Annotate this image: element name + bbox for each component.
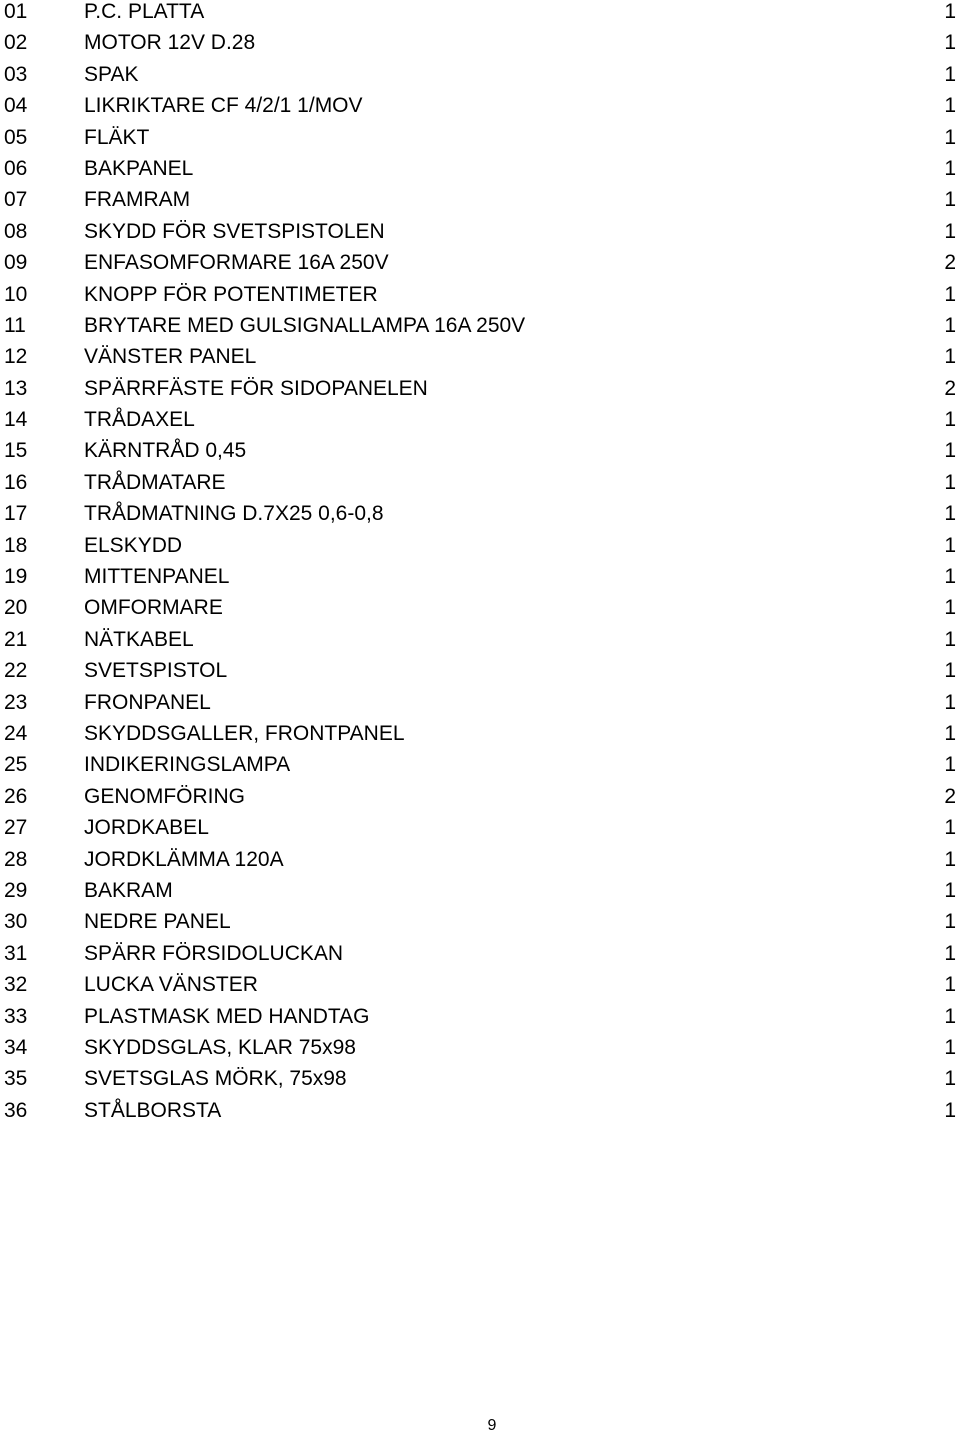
part-name: SKYDDSGALLER, FRONTPANEL	[84, 721, 405, 745]
part-number: 25	[4, 753, 28, 777]
part-number: 09	[4, 251, 28, 275]
list-item	[0, 94, 960, 125]
part-number: 26	[4, 784, 28, 808]
part-number: 21	[4, 627, 28, 651]
part-number: 22	[4, 659, 28, 683]
part-quantity: 1	[944, 439, 956, 463]
part-name: TRÅDMATARE	[84, 470, 226, 494]
list-item	[0, 439, 960, 470]
part-name: SVETSPISTOL	[84, 659, 228, 683]
part-number: 02	[4, 31, 28, 55]
list-item	[0, 534, 960, 565]
list-item	[0, 659, 960, 690]
part-quantity: 1	[944, 816, 956, 840]
part-name: VÄNSTER PANEL	[84, 345, 257, 369]
part-number: 12	[4, 345, 28, 369]
part-name: P.C. PLATTA	[84, 0, 205, 23]
part-number: 03	[4, 62, 28, 86]
list-item	[0, 1067, 960, 1098]
part-quantity: 1	[944, 721, 956, 745]
part-name: SPÄRRFÄSTE FÖR SIDOPANELEN	[84, 376, 428, 400]
list-item	[0, 471, 960, 502]
list-item	[0, 596, 960, 627]
part-quantity: 1	[944, 1004, 956, 1028]
list-item	[0, 848, 960, 879]
part-quantity: 1	[944, 690, 956, 714]
part-number: 14	[4, 408, 28, 432]
part-name: PLASTMASK MED HANDTAG	[84, 1004, 370, 1028]
part-quantity: 1	[944, 878, 956, 902]
list-item	[0, 785, 960, 816]
part-name: BAKPANEL	[84, 156, 194, 180]
part-number: 36	[4, 1098, 28, 1122]
part-quantity: 1	[944, 847, 956, 871]
list-item	[0, 1005, 960, 1036]
part-quantity: 1	[944, 1098, 956, 1122]
part-name: MOTOR 12V D.28	[84, 31, 256, 55]
list-item	[0, 942, 960, 973]
part-name: ELSKYDD	[84, 533, 183, 557]
list-item	[0, 220, 960, 251]
part-quantity: 1	[944, 31, 956, 55]
list-item	[0, 126, 960, 157]
part-quantity: 1	[944, 0, 956, 23]
part-name: JORDKABEL	[84, 816, 209, 840]
list-item	[0, 502, 960, 533]
part-name: OMFORMARE	[84, 596, 223, 620]
part-name: STÅLBORSTA	[84, 1098, 222, 1122]
part-name: KÄRNTRÅD 0,45	[84, 439, 247, 463]
part-name: SPAK	[84, 62, 139, 86]
part-name: FRONPANEL	[84, 690, 211, 714]
list-item	[0, 1099, 960, 1130]
part-number: 10	[4, 282, 28, 306]
part-quantity: 1	[944, 188, 956, 212]
part-name: JORDKLÄMMA 120A	[84, 847, 284, 871]
list-item	[0, 314, 960, 345]
list-item	[0, 816, 960, 847]
part-number: 17	[4, 502, 28, 526]
list-item	[0, 753, 960, 784]
part-number: 05	[4, 125, 28, 149]
part-name: TRÅDMATNING D.7X25 0,6-0,8	[84, 502, 384, 526]
part-quantity: 2	[944, 784, 956, 808]
part-number: 04	[4, 94, 28, 118]
part-name: LIKRIKTARE CF 4/2/1 1/MOV	[84, 94, 363, 118]
part-number: 18	[4, 533, 28, 557]
list-item	[0, 973, 960, 1004]
part-quantity: 1	[944, 62, 956, 86]
list-item	[0, 0, 960, 31]
part-number: 29	[4, 878, 28, 902]
part-name: ENFASOMFORMARE 16A 250V	[84, 251, 389, 275]
list-item	[0, 1036, 960, 1067]
part-quantity: 1	[944, 313, 956, 337]
part-number: 20	[4, 596, 28, 620]
page-number: 9	[487, 1417, 497, 1434]
list-item	[0, 691, 960, 722]
part-number: 23	[4, 690, 28, 714]
part-quantity: 1	[944, 533, 956, 557]
part-name: FLÄKT	[84, 125, 150, 149]
list-item	[0, 157, 960, 188]
part-name: SVETSGLAS MÖRK, 75x98	[84, 1067, 347, 1091]
part-quantity: 1	[944, 125, 956, 149]
part-number: 32	[4, 973, 28, 997]
part-quantity: 1	[944, 941, 956, 965]
part-number: 31	[4, 941, 28, 965]
part-quantity: 1	[944, 156, 956, 180]
part-number: 11	[4, 313, 26, 337]
part-number: 15	[4, 439, 28, 463]
part-quantity: 2	[944, 251, 956, 275]
part-quantity: 1	[944, 345, 956, 369]
list-item	[0, 377, 960, 408]
list-item	[0, 283, 960, 314]
part-quantity: 1	[944, 408, 956, 432]
part-number: 13	[4, 376, 28, 400]
list-item	[0, 628, 960, 659]
part-number: 34	[4, 1035, 28, 1059]
part-name: GENOMFÖRING	[84, 784, 245, 808]
part-number: 16	[4, 470, 28, 494]
part-number: 08	[4, 219, 28, 243]
part-name: SPÄRR FÖRSIDOLUCKAN	[84, 941, 344, 965]
part-name: INDIKERINGSLAMPA	[84, 753, 291, 777]
part-name: KNOPP FÖR POTENTIMETER	[84, 282, 378, 306]
part-name: BRYTARE MED GULSIGNALLAMPA 16A 250V	[84, 313, 526, 337]
part-quantity: 1	[944, 282, 956, 306]
part-quantity: 1	[944, 565, 956, 589]
part-number: 01	[4, 0, 28, 23]
part-quantity: 1	[944, 219, 956, 243]
part-quantity: 1	[944, 502, 956, 526]
list-item	[0, 879, 960, 910]
part-quantity: 1	[944, 470, 956, 494]
part-number: 33	[4, 1004, 28, 1028]
part-name: BAKRAM	[84, 878, 173, 902]
part-quantity: 1	[944, 596, 956, 620]
part-quantity: 1	[944, 94, 956, 118]
part-number: 27	[4, 816, 28, 840]
part-name: FRAMRAM	[84, 188, 191, 212]
part-name: SKYDD FÖR SVETSPISTOLEN	[84, 219, 385, 243]
list-item	[0, 63, 960, 94]
part-quantity: 1	[944, 659, 956, 683]
part-quantity: 1	[944, 973, 956, 997]
list-item	[0, 251, 960, 282]
part-name: NÄTKABEL	[84, 627, 194, 651]
list-item	[0, 565, 960, 596]
part-quantity: 1	[944, 627, 956, 651]
list-item	[0, 345, 960, 376]
part-quantity: 1	[944, 1067, 956, 1091]
part-name: SKYDDSGLAS, KLAR 75x98	[84, 1035, 356, 1059]
part-number: 19	[4, 565, 28, 589]
list-item	[0, 722, 960, 753]
part-name: MITTENPANEL	[84, 565, 230, 589]
part-name: LUCKA VÄNSTER	[84, 973, 258, 997]
list-item	[0, 31, 960, 62]
part-name: NEDRE PANEL	[84, 910, 231, 934]
part-quantity: 2	[944, 376, 956, 400]
part-number: 30	[4, 910, 28, 934]
part-number: 28	[4, 847, 28, 871]
list-item	[0, 188, 960, 219]
part-number: 06	[4, 156, 28, 180]
part-number: 24	[4, 721, 28, 745]
part-number: 35	[4, 1067, 28, 1091]
part-number: 07	[4, 188, 28, 212]
part-quantity: 1	[944, 1035, 956, 1059]
list-item	[0, 408, 960, 439]
list-item	[0, 910, 960, 941]
part-quantity: 1	[944, 753, 956, 777]
part-name: TRÅDAXEL	[84, 408, 195, 432]
part-quantity: 1	[944, 910, 956, 934]
